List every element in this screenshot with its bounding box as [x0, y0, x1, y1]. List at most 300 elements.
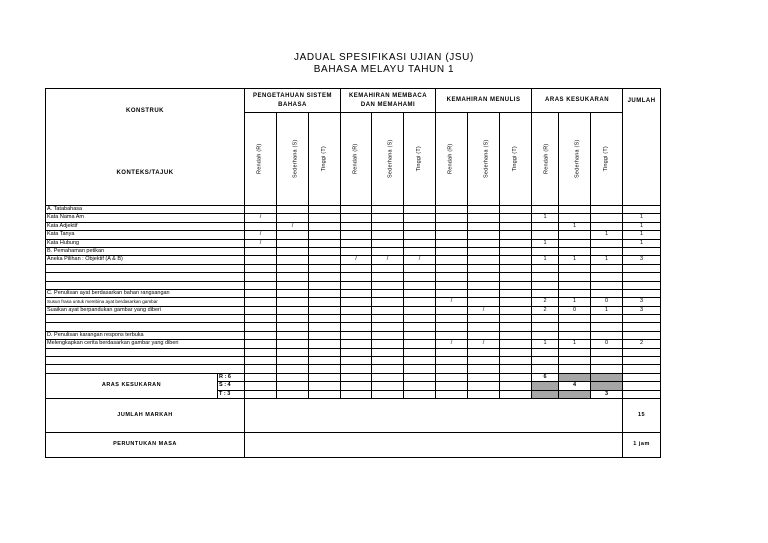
mark-cell: [532, 331, 559, 339]
mark-cell: [341, 306, 372, 314]
mark-cell: [436, 206, 468, 214]
empty-cell: [277, 382, 309, 390]
mark-cell: [591, 357, 623, 365]
mark-cell: [341, 340, 372, 348]
mark-cell: [404, 222, 436, 230]
empty-cell: [372, 382, 404, 390]
mark-cell: [532, 206, 559, 214]
table-row: [46, 264, 661, 272]
mark-cell: [341, 298, 372, 306]
aras-t-cell: [591, 373, 623, 381]
sub-header-cell: [277, 113, 309, 206]
mark-cell: [468, 331, 500, 339]
mark-cell: [341, 273, 372, 281]
mark-cell: [559, 264, 591, 272]
jumlah-cell: 3: [623, 298, 661, 306]
aras-s-cell: [559, 373, 591, 381]
mark-cell: [277, 357, 309, 365]
mark-cell: [341, 206, 372, 214]
aras-row: [46, 373, 661, 381]
sub-header-cell: [404, 113, 436, 206]
mark-cell: [468, 281, 500, 289]
peruntukan-label: PERUNTUKAN MASA: [46, 432, 245, 457]
jumlah-cell: [623, 315, 661, 323]
mark-cell: [500, 222, 532, 230]
mark-cell: [468, 247, 500, 255]
mark-cell: [436, 214, 468, 222]
mark-cell: [468, 315, 500, 323]
mark-cell: [341, 315, 372, 323]
mark-cell: [341, 281, 372, 289]
mark-cell: [532, 247, 559, 255]
empty-cell: [623, 390, 661, 398]
mark-cell: [245, 365, 277, 373]
jumlah-cell: 1: [623, 214, 661, 222]
mark-cell: [372, 247, 404, 255]
aras-r-cell: 6: [532, 373, 559, 381]
peruntukan-row: [46, 432, 661, 457]
jumlah-cell: [623, 331, 661, 339]
row-label: Kata Tanya: [46, 231, 245, 239]
mark-cell: [404, 239, 436, 247]
sub-header-label: Sederhana (S): [387, 139, 394, 179]
peruntukan-value: 1 jam: [623, 432, 661, 457]
mark-cell: [468, 206, 500, 214]
mark-cell: [404, 365, 436, 373]
sub-header-label: Rendah (R): [256, 143, 263, 175]
jumlah-markah-row: [46, 398, 661, 432]
mark-cell: [591, 273, 623, 281]
mark-cell: [309, 357, 341, 365]
mark-cell: [277, 231, 309, 239]
mark-cell: [372, 281, 404, 289]
mark-cell: [404, 214, 436, 222]
jumlah-cell: 3: [623, 306, 661, 314]
mark-cell: 1: [532, 214, 559, 222]
sub-header-cell: [341, 113, 372, 206]
row-label: Suaikan ayat berpandukan gambar yang diberi: [46, 306, 245, 314]
mark-cell: [468, 323, 500, 331]
mark-cell: [532, 281, 559, 289]
konstruk-label: KONSTRUK: [126, 108, 164, 114]
row-label: Kata Nama Am: [46, 214, 245, 222]
sub-header-label: Rendah (R): [352, 143, 359, 175]
mark-cell: [245, 206, 277, 214]
mark-cell: 1: [532, 256, 559, 264]
empty-cell: [309, 382, 341, 390]
row-label: [46, 281, 245, 289]
mark-cell: [532, 323, 559, 331]
mark-cell: [341, 231, 372, 239]
mark-cell: [559, 331, 591, 339]
jumlah-cell: 3: [623, 256, 661, 264]
menulis-header: KEMAHIRAN MENULIS: [436, 89, 532, 113]
empty-cell: [500, 373, 532, 381]
row-label: [46, 323, 245, 331]
mark-cell: [436, 306, 468, 314]
mark-cell: [404, 206, 436, 214]
mark-cell: [468, 357, 500, 365]
sub-header-label: Sederhana (S): [483, 139, 490, 179]
mark-cell: [436, 323, 468, 331]
title-line-1: JADUAL SPESIFIKASI UJIAN (JSU): [294, 52, 474, 63]
row-label: [46, 365, 245, 373]
title-line-2: BAHASA MELAYU TAHUN 1: [313, 64, 455, 75]
mark-cell: [500, 273, 532, 281]
row-label: B. Pemahaman petikan: [46, 247, 245, 255]
table-row: [46, 348, 661, 356]
mark-cell: [532, 222, 559, 230]
mark-cell: [500, 315, 532, 323]
table-row: [46, 206, 661, 214]
jumlah-cell: [623, 289, 661, 297]
empty-cell: [623, 373, 661, 381]
mark-cell: [436, 264, 468, 272]
mark-cell: [532, 231, 559, 239]
mark-cell: [591, 315, 623, 323]
mark-cell: [468, 256, 500, 264]
mark-cell: 1: [591, 256, 623, 264]
mark-cell: [404, 348, 436, 356]
mark-cell: [591, 281, 623, 289]
mark-cell: [500, 289, 532, 297]
mark-cell: /: [245, 239, 277, 247]
mark-cell: [277, 298, 309, 306]
mark-cell: [372, 264, 404, 272]
mark-cell: [591, 365, 623, 373]
mark-cell: [372, 214, 404, 222]
sub-header-cell: [372, 113, 404, 206]
mark-cell: [436, 231, 468, 239]
row-label: A. Tatabahasa: [46, 206, 245, 214]
sub-header-label: Tinggi (T): [602, 146, 609, 172]
mark-cell: [500, 247, 532, 255]
mark-cell: [436, 289, 468, 297]
mark-cell: [404, 331, 436, 339]
mark-cell: /: [277, 222, 309, 230]
jumlah-cell: [623, 365, 661, 373]
empty-cell: [372, 390, 404, 398]
empty-cell: [245, 373, 277, 381]
mark-cell: [341, 323, 372, 331]
mark-cell: [245, 315, 277, 323]
mark-cell: [372, 331, 404, 339]
mark-cell: [559, 206, 591, 214]
jumlah-cell: [623, 206, 661, 214]
mark-cell: [341, 239, 372, 247]
mark-cell: [436, 239, 468, 247]
mark-cell: [559, 231, 591, 239]
mark-cell: [341, 222, 372, 230]
mark-cell: [436, 331, 468, 339]
mark-cell: [277, 365, 309, 373]
sub-header-label: Tinggi (T): [320, 146, 327, 172]
mark-cell: [500, 365, 532, 373]
mark-cell: /: [436, 298, 468, 306]
table-row: [46, 298, 661, 306]
mark-cell: [309, 289, 341, 297]
mark-cell: [341, 289, 372, 297]
mark-cell: [468, 231, 500, 239]
mark-cell: /: [245, 214, 277, 222]
mark-cell: [277, 340, 309, 348]
aras-t-cell: 3: [591, 390, 623, 398]
mark-cell: [372, 206, 404, 214]
mark-cell: [372, 315, 404, 323]
mark-cell: [372, 306, 404, 314]
empty-cell: [436, 373, 468, 381]
mark-cell: [500, 357, 532, 365]
mark-cell: [277, 323, 309, 331]
table-row: [46, 222, 661, 230]
mark-cell: [277, 206, 309, 214]
row-label: [46, 357, 245, 365]
jumlah-cell: 2: [623, 340, 661, 348]
mark-cell: [500, 281, 532, 289]
jumlah-cell: 1: [623, 231, 661, 239]
empty-cell: [309, 373, 341, 381]
table-row: [46, 289, 661, 297]
mark-cell: [436, 348, 468, 356]
mark-cell: 1: [559, 256, 591, 264]
mark-cell: [309, 323, 341, 331]
mark-cell: [591, 214, 623, 222]
empty-cell: [341, 382, 372, 390]
mark-cell: /: [372, 256, 404, 264]
mark-cell: /: [436, 340, 468, 348]
mark-cell: [500, 340, 532, 348]
mark-cell: [468, 273, 500, 281]
mark-cell: [436, 222, 468, 230]
mark-cell: [309, 222, 341, 230]
mark-cell: [500, 306, 532, 314]
mark-cell: [245, 289, 277, 297]
mark-cell: [277, 289, 309, 297]
mark-cell: 1: [559, 298, 591, 306]
mark-cell: [309, 264, 341, 272]
mark-cell: [404, 264, 436, 272]
empty-cell: [468, 373, 500, 381]
empty-cell: [500, 382, 532, 390]
empty-cell: [468, 390, 500, 398]
mark-cell: [372, 298, 404, 306]
table-row: [46, 273, 661, 281]
jumlah-markah-label: JUMLAH MARKAH: [46, 398, 245, 432]
mark-cell: [500, 331, 532, 339]
jumlah-cell: [623, 273, 661, 281]
mark-cell: [404, 315, 436, 323]
aras-key: T : 3: [218, 390, 245, 398]
mark-cell: [436, 247, 468, 255]
mark-cell: [404, 247, 436, 255]
mark-cell: /: [404, 256, 436, 264]
mark-cell: [436, 357, 468, 365]
konteks-label: KONTEKS/TAJUK: [116, 170, 174, 176]
table-row: [46, 357, 661, 365]
mark-cell: [559, 365, 591, 373]
mark-cell: [591, 289, 623, 297]
mark-cell: [309, 315, 341, 323]
mark-cell: [309, 340, 341, 348]
mark-cell: [277, 247, 309, 255]
mark-cell: [559, 214, 591, 222]
mark-cell: [559, 289, 591, 297]
mark-cell: [468, 264, 500, 272]
mark-cell: [309, 214, 341, 222]
sub-header-cell: [309, 113, 341, 206]
mark-cell: [372, 348, 404, 356]
mark-cell: [404, 289, 436, 297]
mark-cell: [372, 365, 404, 373]
mark-cell: [532, 365, 559, 373]
mark-cell: [436, 256, 468, 264]
mark-cell: [309, 331, 341, 339]
sub-header-label: Sederhana (S): [292, 139, 299, 179]
sub-header-label: Rendah (R): [447, 143, 454, 175]
row-label: Melengkapkan cerita berdasarkan gambar yang diberi: [46, 340, 245, 348]
mark-cell: [372, 222, 404, 230]
aras-r-cell: [532, 390, 559, 398]
mark-cell: [532, 357, 559, 365]
mark-cell: [404, 357, 436, 365]
mark-cell: [309, 348, 341, 356]
empty-cell: [341, 390, 372, 398]
sub-header-label: Tinggi (T): [415, 146, 422, 172]
row-label: Kata Hubung: [46, 239, 245, 247]
mark-cell: [591, 348, 623, 356]
mark-cell: [404, 231, 436, 239]
mark-cell: [372, 239, 404, 247]
jumlah-cell: [623, 323, 661, 331]
table-row: [46, 340, 661, 348]
empty-cell: [309, 390, 341, 398]
empty-cell: [277, 390, 309, 398]
table-row: [46, 247, 661, 255]
membaca-header: KEMAHIRAN MEMBACA DAN MEMAHAMI: [341, 89, 436, 113]
mark-cell: [532, 348, 559, 356]
mark-cell: 1: [559, 340, 591, 348]
mark-cell: /: [245, 231, 277, 239]
mark-cell: [532, 315, 559, 323]
table-row: [46, 214, 661, 222]
sub-header-cell: [559, 113, 591, 206]
mark-cell: 0: [591, 298, 623, 306]
sub-header-cell: [245, 113, 277, 206]
mark-cell: [341, 365, 372, 373]
mark-cell: [500, 214, 532, 222]
mark-cell: [309, 365, 341, 373]
mark-cell: [245, 323, 277, 331]
mark-cell: [468, 289, 500, 297]
mark-cell: [532, 264, 559, 272]
mark-cell: [309, 256, 341, 264]
row-label: Susun frasa untuk membina ayat berdasarkan gambar: [46, 298, 245, 306]
mark-cell: [404, 323, 436, 331]
mark-cell: [309, 247, 341, 255]
mark-cell: [468, 222, 500, 230]
mark-cell: [341, 348, 372, 356]
mark-cell: [559, 315, 591, 323]
jumlah-cell: [623, 264, 661, 272]
sub-header-cell: [591, 113, 623, 206]
jumlah-header: JUMLAH: [623, 89, 661, 206]
empty-cell: [245, 398, 623, 432]
table-row: [46, 239, 661, 247]
mark-cell: 1: [591, 306, 623, 314]
mark-cell: [309, 231, 341, 239]
table-row: [46, 256, 661, 264]
mark-cell: [559, 323, 591, 331]
mark-cell: [500, 239, 532, 247]
konstruk-header: [46, 89, 245, 206]
mark-cell: [245, 247, 277, 255]
jumlah-cell: 1: [623, 239, 661, 247]
mark-cell: [341, 357, 372, 365]
mark-cell: [341, 247, 372, 255]
mark-cell: [500, 348, 532, 356]
mark-cell: [309, 206, 341, 214]
sub-header-label: Tinggi (T): [511, 146, 518, 172]
mark-cell: [559, 239, 591, 247]
empty-cell: [468, 382, 500, 390]
sub-header-cell: [468, 113, 500, 206]
mark-cell: [277, 315, 309, 323]
mark-cell: [404, 273, 436, 281]
mark-cell: [591, 247, 623, 255]
row-label: [46, 348, 245, 356]
aras-r-cell: [532, 382, 559, 390]
mark-cell: [277, 331, 309, 339]
aras-key: S : 4: [218, 382, 245, 390]
mark-cell: [277, 264, 309, 272]
mark-cell: [341, 264, 372, 272]
jumlah-cell: [623, 357, 661, 365]
mark-cell: [309, 239, 341, 247]
table-row: [46, 281, 661, 289]
empty-cell: [404, 382, 436, 390]
mark-cell: [245, 264, 277, 272]
mark-cell: /: [341, 256, 372, 264]
mark-cell: [532, 273, 559, 281]
jumlah-markah-value: 15: [623, 398, 661, 432]
mark-cell: [532, 289, 559, 297]
mark-cell: 0: [559, 306, 591, 314]
aras-header: ARAS KESUKARAN: [532, 89, 623, 113]
mark-cell: [309, 273, 341, 281]
jumlah-cell: [623, 281, 661, 289]
row-label: C. Penulisan ayat berdasarkan bahan rangsangan: [46, 289, 245, 297]
empty-cell: [404, 390, 436, 398]
mark-cell: [245, 331, 277, 339]
aras-label: ARAS KESUKARAN: [46, 373, 218, 398]
mark-cell: [277, 273, 309, 281]
mark-cell: [468, 298, 500, 306]
mark-cell: [559, 273, 591, 281]
mark-cell: [245, 273, 277, 281]
mark-cell: [436, 365, 468, 373]
mark-cell: [500, 298, 532, 306]
mark-cell: 0: [591, 340, 623, 348]
jumlah-cell: [623, 247, 661, 255]
empty-cell: [500, 390, 532, 398]
mark-cell: 1: [591, 231, 623, 239]
row-label: [46, 273, 245, 281]
mark-cell: [468, 365, 500, 373]
sub-header-cell: [500, 113, 532, 206]
mark-cell: [245, 357, 277, 365]
mark-cell: [277, 214, 309, 222]
sub-header-cell: [532, 113, 559, 206]
